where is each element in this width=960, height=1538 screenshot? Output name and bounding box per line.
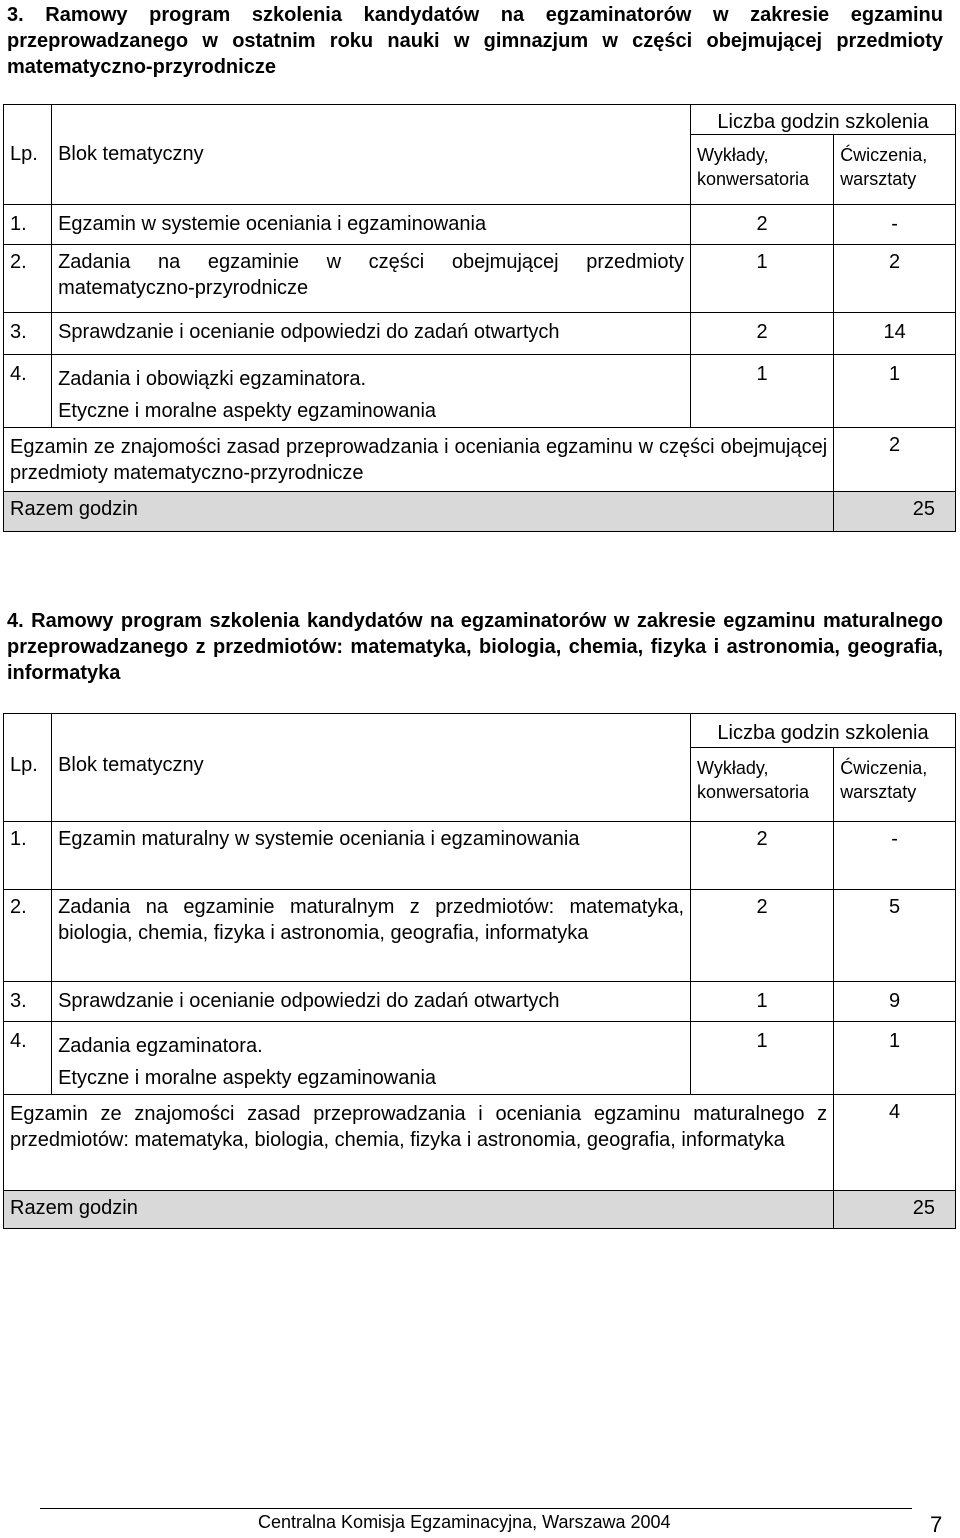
row-cwiczenia: 1	[834, 1022, 956, 1095]
table-row	[4, 245, 956, 313]
footer-divider	[40, 1508, 912, 1509]
table-row	[4, 205, 956, 245]
row-blok: Egzamin w systemie oceniania i egzaminowania	[52, 205, 691, 245]
row-cwiczenia: 2	[834, 245, 956, 313]
table-row	[4, 313, 956, 355]
row-blok: Egzamin maturalny w systemie oceniania i egzaminowania	[52, 822, 691, 890]
exam-text: Egzamin ze znajomości zasad przeprowadzania i oceniania egzaminu w części obejmującej przedmioty matematyczno-przyrodnicze	[4, 428, 834, 492]
row-cwiczenia: -	[834, 822, 956, 890]
section-3-table	[3, 104, 956, 532]
row-lp: 4.	[4, 355, 52, 428]
row-cwiczenia: -	[834, 205, 956, 245]
row-lp: 4.	[4, 1022, 52, 1095]
header-liczba: Liczba godzin szkolenia	[691, 714, 956, 748]
table-row	[4, 982, 956, 1022]
row-blok	[52, 1022, 691, 1095]
row-blok-line-2: Etyczne i moralne aspekty egzaminowania	[58, 1067, 437, 1089]
row-lp: 3.	[4, 982, 52, 1022]
total-value: 25	[834, 492, 956, 532]
row-blok-line-1: Zadania i obowiązki egzaminatora.	[58, 368, 367, 390]
table-row	[4, 355, 956, 428]
total-label: Razem godzin	[4, 492, 834, 532]
total-value: 25	[834, 1191, 956, 1229]
header-lp: Lp.	[4, 714, 52, 822]
row-wyklady: 2	[691, 890, 834, 982]
total-row	[4, 492, 956, 532]
header-wyklady: Wykłady, konwersatoria	[691, 135, 834, 205]
exam-hours: 4	[834, 1095, 956, 1191]
section-3-heading: 3. Ramowy program szkolenia kandydatów na egzaminatorów w zakresie egzaminu przeprowadzanego w ostatnim roku nauki w gimnazjum w części obejmującej przedmioty matematyczno-przyrodnicze	[7, 4, 943, 78]
exam-row	[4, 428, 956, 492]
row-blok: Zadania na egzaminie w części obejmującej przedmioty matematyczno-przyrodnicze	[52, 245, 691, 313]
row-cwiczenia: 1	[834, 355, 956, 428]
footer-text: Centralna Komisja Egzaminacyjna, Warszawa 2004	[258, 1512, 671, 1532]
row-wyklady: 2	[691, 205, 834, 245]
row-blok-line-1: Zadania egzaminatora.	[58, 1035, 263, 1057]
row-wyklady: 1	[691, 1022, 834, 1095]
row-blok-line-2: Etyczne i moralne aspekty egzaminowania	[58, 400, 437, 422]
page-number: 7	[930, 1512, 943, 1537]
header-liczba: Liczba godzin szkolenia	[691, 105, 956, 135]
row-blok: Sprawdzanie i ocenianie odpowiedzi do zadań otwartych	[52, 313, 691, 355]
row-lp: 2.	[4, 890, 52, 982]
row-wyklady: 2	[691, 313, 834, 355]
row-cwiczenia: 5	[834, 890, 956, 982]
row-lp: 3.	[4, 313, 52, 355]
row-wyklady: 1	[691, 245, 834, 313]
exam-text: Egzamin ze znajomości zasad przeprowadzania i oceniania egzaminu maturalnego z przedmiotów: matematyka, biologia, chemia, fizyka i astronomia, geografia, informatyka	[4, 1095, 834, 1191]
section-4-heading: 4. Ramowy program szkolenia kandydatów na egzaminatorów w zakresie egzaminu maturalnego przeprowadzanego z przedmiotów: matematyka, biologia, chemia, fizyka i astronomia, geografia, informatyka	[7, 610, 943, 684]
header-blok: Blok tematyczny	[52, 105, 691, 205]
header-wyklady: Wykłady, konwersatoria	[691, 748, 834, 822]
row-wyklady: 2	[691, 822, 834, 890]
row-lp: 1.	[4, 822, 52, 890]
section-4-table	[3, 713, 956, 1229]
row-wyklady: 1	[691, 982, 834, 1022]
row-blok: Sprawdzanie i ocenianie odpowiedzi do zadań otwartych	[52, 982, 691, 1022]
header-cwiczenia: Ćwiczenia, warsztaty	[834, 135, 956, 205]
exam-hours: 2	[834, 428, 956, 492]
table-row	[4, 1022, 956, 1095]
total-row	[4, 1191, 956, 1229]
row-blok: Zadania na egzaminie maturalnym z przedmiotów: matematyka, biologia, chemia, fizyka i astronomia, geografia, informatyka	[52, 890, 691, 982]
row-cwiczenia: 9	[834, 982, 956, 1022]
row-lp: 2.	[4, 245, 52, 313]
total-label: Razem godzin	[4, 1191, 834, 1229]
table-row	[4, 822, 956, 890]
row-wyklady: 1	[691, 355, 834, 428]
exam-row	[4, 1095, 956, 1191]
row-lp: 1.	[4, 205, 52, 245]
table-row	[4, 890, 956, 982]
row-blok	[52, 355, 691, 428]
table-header-row	[4, 105, 956, 135]
header-lp: Lp.	[4, 105, 52, 205]
table-header-row	[4, 714, 956, 748]
row-cwiczenia: 14	[834, 313, 956, 355]
header-cwiczenia: Ćwiczenia, warsztaty	[834, 748, 956, 822]
header-blok: Blok tematyczny	[52, 714, 691, 822]
